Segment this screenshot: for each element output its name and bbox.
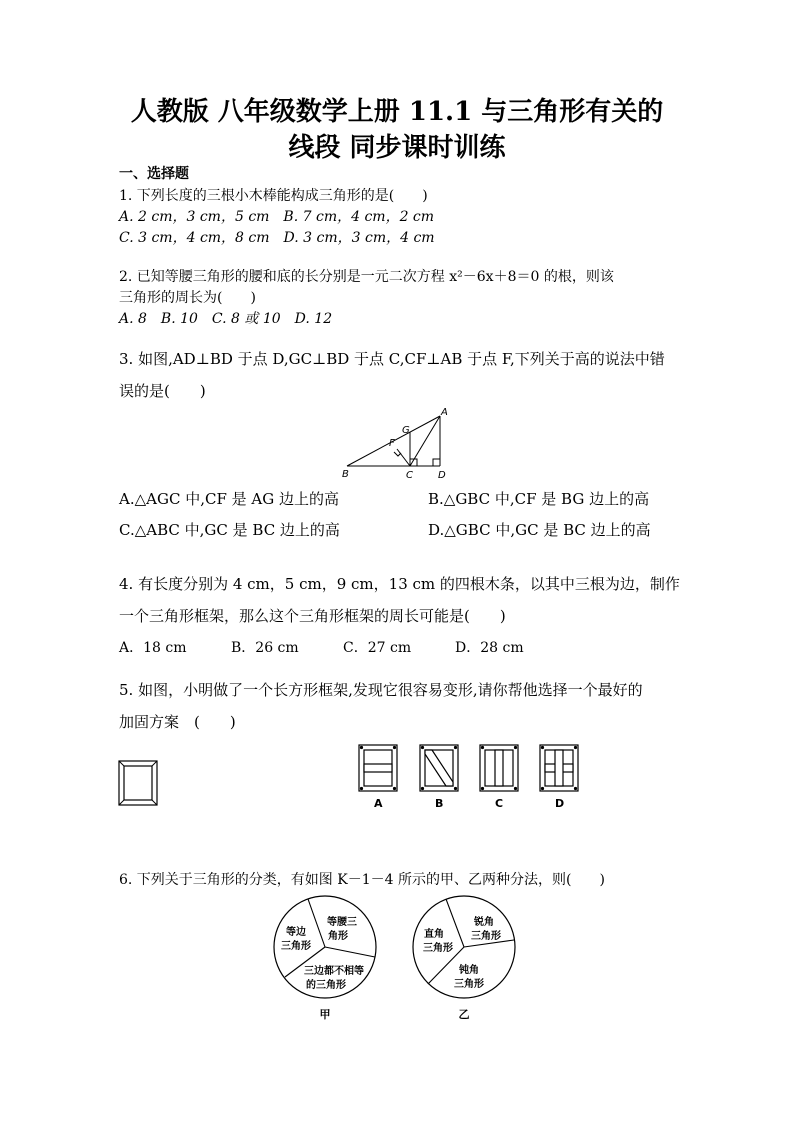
q3-option-a: A.△AGC 中,CF 是 AG 边上的高 <box>119 490 339 508</box>
q3-figure <box>340 404 455 484</box>
label-d: D <box>438 470 446 481</box>
q1-options-1: A. 2 cm，3 cm，5 cm B. 7 cm，4 cm，2 cm <box>119 209 435 225</box>
q2-stem-1: 2. 已知等腰三角形的腰和底的长分别是一元二次方程 x²－6x＋8＝0 的根，则该 <box>119 269 614 285</box>
q4-option-b: B．26 cm <box>231 640 299 656</box>
frame-d <box>540 745 578 791</box>
q4-option-c: C．27 cm <box>343 640 412 656</box>
jia-seg2-line1: 等腰三 <box>327 917 357 928</box>
title-line-1: 人教版 八年级数学上册 11.1 与三角形有关的 <box>130 97 664 127</box>
q4-option-d: D．28 cm <box>455 640 524 656</box>
frame-a <box>359 745 397 791</box>
q6-pie-yi <box>404 892 524 1024</box>
yi-seg2-line1: 锐角 <box>474 917 494 928</box>
jia-seg1-line2: 三角形 <box>281 941 311 952</box>
jia-seg1-line1: 等边 <box>286 927 306 938</box>
q1-stem: 1. 下列长度的三根小木棒能构成三角形的是( ) <box>119 188 428 204</box>
q2-stem-2: 三角形的周长为( ) <box>119 290 256 306</box>
frame-a-label: A <box>374 797 383 810</box>
label-b: B <box>342 469 349 480</box>
segment-cf <box>397 449 410 466</box>
q3-option-d: D.△GBC 中,GC 是 BC 边上的高 <box>428 521 651 539</box>
q1-options-2: C. 3 cm，4 cm，8 cm D. 3 cm，3 cm，4 cm <box>119 230 435 246</box>
jia-seg3-line2: 的三角形 <box>306 980 346 991</box>
jia-seg3-line1: 三边都不相等 <box>304 966 364 977</box>
label-g: G <box>402 425 410 436</box>
frame-c <box>480 745 518 791</box>
yi-seg3-line1: 钝角 <box>459 965 479 976</box>
jia-caption: 甲 <box>319 1008 331 1021</box>
q5-options-figure <box>355 742 585 812</box>
frame-b-label: B <box>435 797 444 810</box>
label-f: F <box>389 438 395 449</box>
q3-option-b: B.△GBC 中,CF 是 BG 边上的高 <box>428 490 650 508</box>
q4-option-a: A．18 cm <box>119 640 187 656</box>
q5-stem-1: 5. 如图，小明做了一个长方形框架,发现它很容易变形,请你帮他选择一个最好的 <box>119 681 643 699</box>
q6-stem: 6. 下列关于三角形的分类，有如图 K－1－4 所示的甲、乙两种分法，则( ) <box>119 872 605 888</box>
yi-seg3-line2: 三角形 <box>454 979 484 990</box>
frame-c-label: C <box>495 797 504 810</box>
yi-seg1-line1: 直角 <box>424 929 444 940</box>
q5-original-frame <box>118 760 160 808</box>
yi-seg1-line2: 三角形 <box>423 943 453 954</box>
right-angle-d <box>433 459 440 466</box>
q3-stem-2: 误的是( ) <box>119 382 206 400</box>
q4-stem-1: 4. 有长度分别为 4 cm，5 cm，9 cm，13 cm 的四根木条，以其中三根为边，制作 <box>119 575 680 593</box>
q5-stem-2: 加固方案 ( ) <box>119 713 236 731</box>
q3-option-c: C.△ABC 中,GC 是 BC 边上的高 <box>119 521 340 539</box>
yi-seg2-line2: 三角形 <box>471 931 501 942</box>
q4-stem-2: 一个三角形框架，那么这个三角形框架的周长可能是( ) <box>119 607 506 625</box>
yi-caption: 乙 <box>458 1008 470 1021</box>
title-line-2: 线段 同步课时训练 <box>288 133 506 163</box>
q3-stem-1: 3. 如图,AD⊥BD 于点 D,GC⊥BD 于点 C,CF⊥AB 于点 F,下列关于高的说法中错 <box>119 350 665 368</box>
label-a: A <box>441 407 448 418</box>
frame-b <box>420 745 458 791</box>
label-c: C <box>406 470 413 481</box>
jia-seg2-line2: 角形 <box>328 931 348 942</box>
section-heading: 一、选择题 <box>119 166 189 182</box>
q2-options: A. 8 B. 10 C. 8 或 10 D. 12 <box>119 311 333 327</box>
q6-pie-jia <box>268 892 388 1024</box>
frame-d-label: D <box>555 797 565 810</box>
